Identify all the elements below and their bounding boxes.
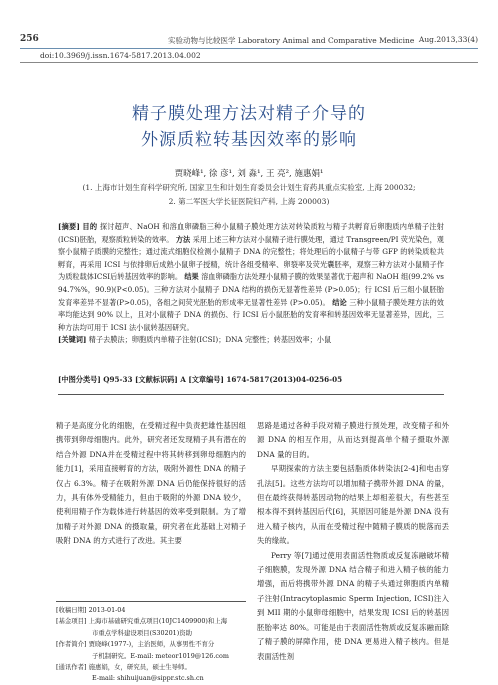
classification-line: [中图分类号] Q95-33 [文献标识码] A [文章编号] 1674-5817(2013)04-0256-05 xyxy=(58,375,343,384)
abstract-label: [摘要] xyxy=(58,222,80,231)
title-line-1: 精子膜处理方法对精子介导的 xyxy=(132,104,366,124)
footnotes xyxy=(56,601,246,685)
objective-label: 目的 xyxy=(82,222,98,231)
doi-rule xyxy=(20,62,478,63)
methods-text: 采用上述三种方法对小鼠精子进行膜处理，通过 Transgreen/PI 荧光染色，观察小鼠精子质膜的完整性；通过流式细胞仪检测小鼠精子 DNA 的完整性；将处理后的小鼠精子与带 GFP 的转染质粒共孵育，再采用 ICSI 与依排卵后成熟小鼠卵子授精，统计各组受精率、卵裂率及荧光囊胚率，观察三种方法对小鼠精子作为质粒载体ICSI后转基因效率的影响。 xyxy=(58,234,444,282)
header-rule xyxy=(20,48,478,49)
body-right-paragraph-1: 思路是通过各种手段对精子膜进行预处理，改变精子和外源 DNA 的相互作用，从而达到提高单个精子摄取外源 DNA 量的目的。 xyxy=(257,421,449,459)
conclusion-text: 三种小鼠精子膜处理方法的效率均能达到 90% 以上，且对小鼠精子 DNA 的损伤、行 ICSI 后小鼠胚胎的发育率和转基因效率无显著差异，因此，三种方法均可用于 ICSI 法小鼠转基因研究。 xyxy=(58,297,444,332)
abstract xyxy=(58,221,444,347)
body-left-paragraph: 精子是高度分化的细胞，在受精过程中负责把雄性基因组携带到卵母细胞内。此外，研究者还发现精子具有潜在的结合外源 DNA并在受精过程中将其转移到卵母细胞内的能力[1]，采用直接孵育的方法，吸附外源性 DNA 的精子仅占 6.3%。精子在吸附外源 DNA 后仍能保持很好的活力，具有体外受精能力，但由于吸附的外源 DNA 较少，使利用精子作为载体进行转基因的效率受到限制。为了增加精子对外源 DNA 的摄取量，研究者在此基础上对精子吸附 DNA 的方式进行了改进。其主要 xyxy=(56,421,246,546)
corresponding-line-1: [通讯作者] 施惠娟，女，研究员，硕士生导师。 xyxy=(56,663,191,672)
body-right-paragraph-2: 早期探索的方法主要包括脂质体转染法[2-4]和电击穿孔法[5]。这些方法均可以增加精子携带外源 DNA 的量，但在最终获得转基因动物的结果上却相差很大，有些甚至根本得不到转基因后代[6]，其原因可能是外源 DNA 没有进入精子核内，从而在受精过程中随精子膜质的脱落而丢失的缘故。 xyxy=(257,464,449,546)
fund-line-2: 市重点学科建设项目(S30201)资助 xyxy=(92,628,192,637)
authors: 贾晓峰¹, 徐 彦¹, 刘 淼¹, 王 亮², 施惠娟¹ xyxy=(174,169,324,179)
methods-label: 方法 xyxy=(175,234,191,244)
abstract-rule xyxy=(58,394,444,395)
affiliation-1: (1. 上海市计划生育科学研究所, 国家卫生和计划生育委员会计划生育药具重点实验室, 上海 200032; xyxy=(82,183,416,192)
author-bio-line-2: 子机制研究。E-mail: meteor1019@126.com xyxy=(92,651,229,660)
running-header xyxy=(20,34,478,48)
author-bio-line-1: [作者简介] 贾晓峰(1977-)，主治医师，从事男性不育分 xyxy=(56,640,215,649)
body-right-paragraph-3: Perry 等[7]通过使用表面活性物质或反复冻融破坏精子细胞膜，发现外源 DNA 结合精子和进入精子核的能力增强，而后将携带外源 DNA 的精子头通过卵胞质内单精子注射(Intracytoplasmic Sperm Injection, ICSI)注入到 MII 期的小鼠卵母细胞中，结果发现 ICSI 后的转基因胚胎率达 80%。可能是由于表面活性物质或反复冻融而除了精子膜的屏障作用，使 DNA 更易进入精子核内。但是表面活性剂 xyxy=(257,550,449,661)
results-text: 溶血卵磷脂方法处理小鼠精子膜的效果显著优于超声和 NaOH 组(99.2% vs 94.7%%，90.9)(P<0.05)。三种方法对小鼠精子 DNA 结构的损伤无显著性差异 (P>0.05)；行 ICSI 后三组小鼠胚胎发育率差异不显著(P>0.05)，各组之间荧光胚胎的形成率无显著性差异 (P>0.05)。 xyxy=(58,272,444,307)
body-column-left xyxy=(56,419,246,549)
conclusion-label: 结论 xyxy=(332,297,347,307)
corresponding-line-2: E-mail: shihuijuan@sippr.stc.sh.cn xyxy=(92,674,204,683)
keywords-text: 精子去膜法；卵胞质内单精子注射(ICSI)；DNA 完整性；转基因效率；小鼠 xyxy=(88,335,332,345)
title-line-2: 外源质粒转基因效率的影响 xyxy=(141,130,357,150)
objective-text: 探讨超声、NaOH 和溶血卵磷脂三种小鼠精子膜处理方法对转染质粒与精子共孵育后卵胞质内单精子注射(ICSI)胚胎，观察质粒转染的效率。 xyxy=(58,222,444,244)
body-column-right xyxy=(257,419,449,664)
issue-info: Aug.2013,33(4) xyxy=(418,35,478,44)
fund-line-1: [基金项目] 上海市基础研究重点项目(10JC1409900)和上海 xyxy=(56,617,228,626)
journal-name: 实验动物与比较医学 Laboratory Animal and Comparative Medicine xyxy=(168,36,415,45)
keywords-label: [关键词] xyxy=(58,335,87,345)
results-label: 结果 xyxy=(184,272,199,282)
received-date: [收稿日期] 2013-01-04 xyxy=(56,606,126,614)
affiliation-2: 2. 第二军医大学长征医院妇产科, 上海 200003) xyxy=(168,197,330,206)
doi: doi:10.3969/j.issn.1674-5817.2013.04.002 xyxy=(40,51,201,60)
page-number: 256 xyxy=(20,34,39,44)
